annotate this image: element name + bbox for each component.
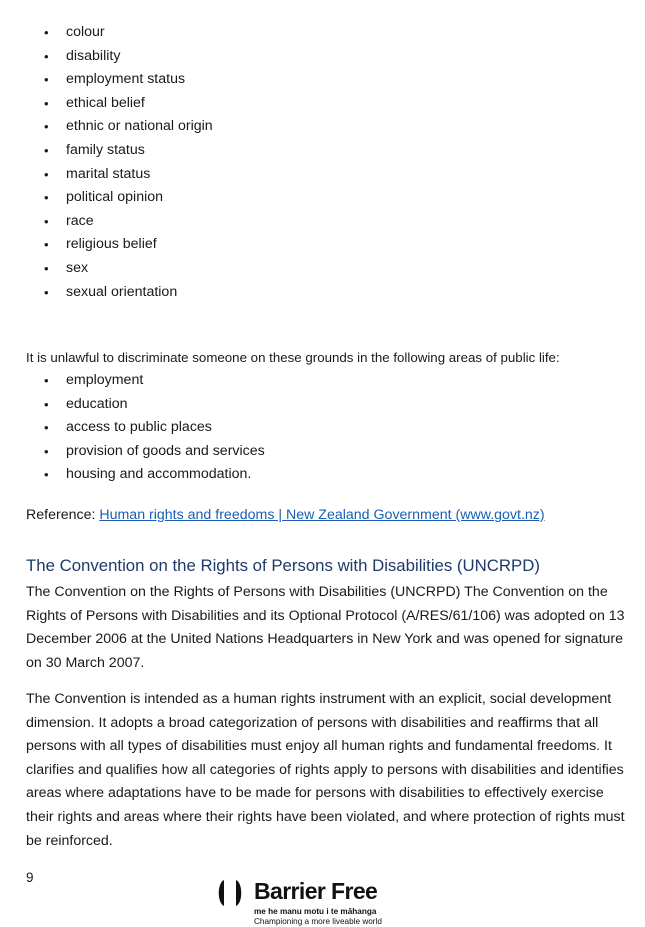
reference-link[interactable]: Human rights and freedoms | New Zealand Government (www.govt.nz) xyxy=(99,507,545,523)
list-item: • sex xyxy=(44,257,213,281)
list-item: • ethnic or national origin xyxy=(44,115,213,139)
list-item: • employment xyxy=(44,369,265,393)
footer-logo xyxy=(214,876,404,926)
page-number: 9 xyxy=(26,870,34,885)
reference-label: Reference: xyxy=(26,507,100,523)
list-item: • education xyxy=(44,393,265,417)
list-item: • access to public places xyxy=(44,416,265,440)
list-item: • political opinion xyxy=(44,186,213,210)
reference-line xyxy=(26,505,545,525)
list-item: • ethical belief xyxy=(44,92,213,116)
body-paragraph: The Convention on the Rights of Persons with Disabilities (UNCRPD) The Convention on the Rights of Persons with Disabilities and its Optional Protocol (A/RES/61/106) was adopted on 13 December 2006 at the United Nations Headquarters in New York and was opened for signature on 30 March 2007. xyxy=(26,584,625,671)
areas-list xyxy=(44,369,265,487)
grounds-list xyxy=(44,21,213,304)
list-item: • employment status xyxy=(44,68,213,92)
list-item: • race xyxy=(44,210,213,234)
body-paragraph: The Convention is intended as a human rights instrument with an explicit, social development dimension. It adopts a broad categorization of persons with disabilities and reaffirms that all persons with all types of disabilities must enjoy all human rights and fundamental freedoms. It clarifies and qualifies how all categories of rights apply to persons with disabilities and identifies areas where adaptations have to be made for persons with disabilities to effectively exercise their rights and areas where their rights have been violated, and where protection of rights must be reinforced. xyxy=(26,691,625,849)
tagline-maori: me he manu motu i te māhanga xyxy=(254,907,377,916)
barrier-free-logo-icon xyxy=(214,878,246,908)
intro-paragraph: It is unlawful to discriminate someone on these grounds in the following areas of public life: xyxy=(26,350,560,366)
list-item: • marital status xyxy=(44,163,213,187)
brand-name: Barrier Free xyxy=(254,878,378,904)
tagline-english: Championing a more liveable world xyxy=(254,917,382,926)
list-item: • provision of goods and services xyxy=(44,440,265,464)
list-item: • housing and accommodation. xyxy=(44,463,265,487)
list-item: • religious belief xyxy=(44,233,213,257)
list-item: • family status xyxy=(44,139,213,163)
list-item: • disability xyxy=(44,45,213,69)
section-heading: The Convention on the Rights of Persons with Disabilities (UNCRPD) xyxy=(26,556,540,575)
list-item: • colour xyxy=(44,21,213,45)
list-item: • sexual orientation xyxy=(44,281,213,305)
